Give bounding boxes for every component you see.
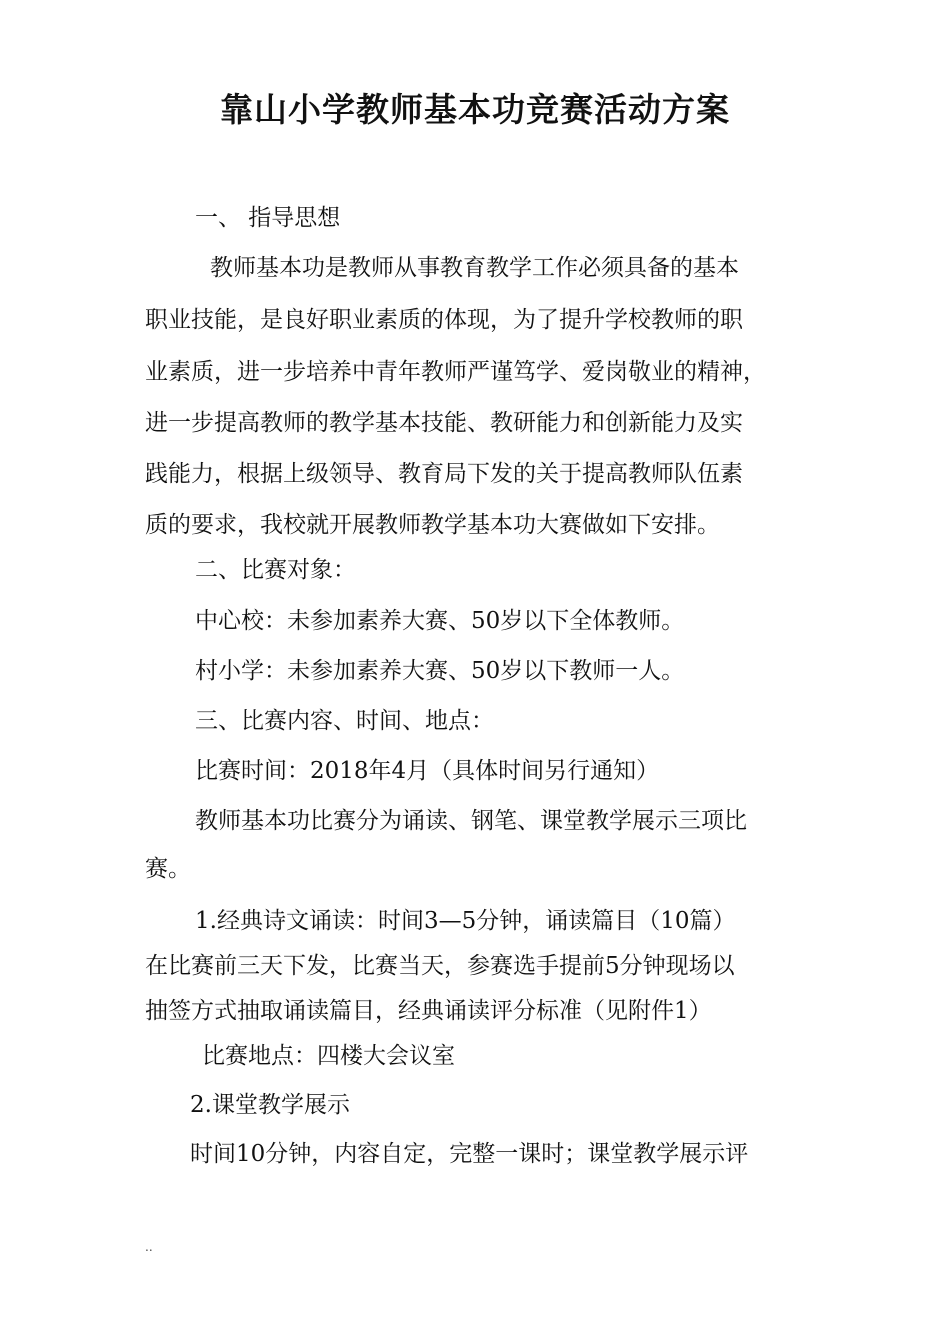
- section-heading-guiding-thought: 一、 指导思想: [195, 205, 341, 231]
- document-title: 靠山小学教师基本功竞赛活动方案: [220, 90, 730, 129]
- section-heading-content: 三、比赛内容、时间、地点：: [195, 708, 494, 734]
- paragraph-line: 村小学：未参加素养大赛、50岁以下教师一人。: [195, 658, 685, 684]
- paragraph-line: 比赛地点：四楼大会议室: [202, 1043, 455, 1069]
- paragraph-line: 在比赛前三天下发，比赛当天，参赛选手提前5分钟现场以: [145, 953, 735, 979]
- subsection-heading: 2.课堂教学展示: [190, 1092, 350, 1118]
- paragraph-line: 中心校：未参加素养大赛、50岁以下全体教师。: [195, 608, 685, 634]
- paragraph-line: 业素质，进一步培养中青年教师严谨笃学、爱岗敬业的精神，: [145, 359, 766, 385]
- paragraph-line: 抽签方式抽取诵读篇目，经典诵读评分标准（见附件1）: [145, 998, 712, 1024]
- paragraph-line: 1.经典诗文诵读：时间3—5分钟，诵读篇目（10篇）: [195, 908, 736, 934]
- paragraph-line: 赛。: [145, 856, 191, 882]
- page-footer-mark: ..: [145, 1240, 153, 1254]
- paragraph-line: 比赛时间：2018年4月（具体时间另行通知）: [195, 758, 660, 784]
- paragraph-line: 教师基本功是教师从事教育教学工作必须具备的基本: [210, 255, 739, 281]
- section-heading-participants: 二、比赛对象：: [195, 557, 356, 583]
- paragraph-line: 时间10分钟，内容自定，完整一课时；课堂教学展示评: [190, 1141, 749, 1167]
- paragraph-line: 践能力，根据上级领导、教育局下发的关于提高教师队伍素: [145, 461, 743, 487]
- paragraph-line: 质的要求，我校就开展教师教学基本功大赛做如下安排。: [145, 512, 720, 538]
- paragraph-line: 教师基本功比赛分为诵读、钢笔、课堂教学展示三项比: [195, 808, 747, 834]
- paragraph-line: 职业技能，是良好职业素质的体现，为了提升学校教师的职: [145, 307, 743, 333]
- paragraph-line: 进一步提高教师的教学基本技能、教研能力和创新能力及实: [145, 410, 743, 436]
